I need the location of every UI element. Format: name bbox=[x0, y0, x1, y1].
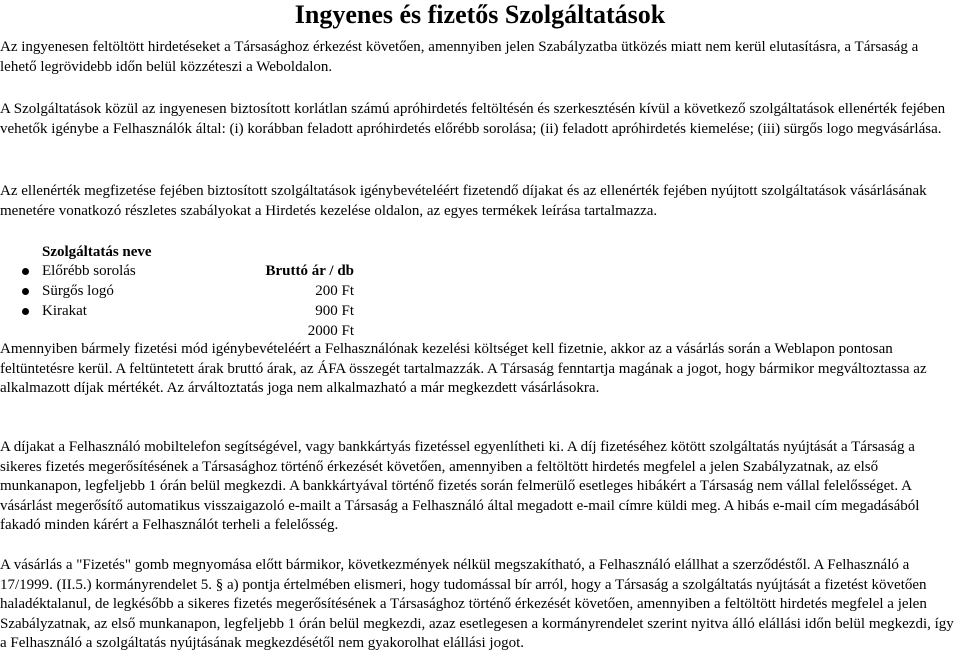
paragraph-payment-methods: A díjakat a Felhasználó mobiltelefon segítségével, vagy bankkártyás fizetéssel egyenlítheti ki. A díj fizetéséhez kötött szolgáltatás nyújtását a Társaság a sikeres fizetés megerősítésének a Társasághoz történő érkezését követően, amennyiben a feltöltött hirdetés megfelel a jelen Szabályzatnak, az első munkanapon, legfeljebb 1 órán belül megkezdi. A bankkártyával történő fizetés során felmerülő esetleges hibákért a Társaság nem vállal felelősséget. A vásárlást megerősítő automatikus visszaigazoló e-mailt a Társaság a Felhasználó által megadott e-mail címre küldi meg. A hibás e-mail cím megadásából fakadó minden kárért a Felhasználót terheli a felelősség. bbox=[0, 439, 920, 533]
paragraph-paid-services: A Szolgáltatások közül az ingyenesen biztosított korlátlan számú apróhirdetés feltöltésén és szerkesztésén kívül a következő szolgáltatások ellenérték fejében vehetők igénybe a Felhasználók által: (i) korábban feladott apróhirdetés előrébb sorolása; (ii) feladott apróhirdetés kiemelése; (iii) sürgős logo megvásárlása. bbox=[0, 101, 946, 137]
list-item bbox=[0, 262, 136, 282]
services-table-header: Szolgáltatás neve bbox=[42, 244, 152, 260]
service-name: Sürgős logó bbox=[42, 283, 114, 299]
paragraph-publication: Az ingyenesen feltöltött hirdetéseket a Társasághoz érkezést követően, amennyiben jelen Szabályzatba ütközés miatt nem kerül elutasításra, a Társaság a lehető legrövidebb időn belül közzéteszi a Weboldalon. bbox=[0, 39, 919, 75]
page-title: Ingyenes és fizetős Szolgáltatások bbox=[294, 0, 666, 29]
list-item bbox=[0, 302, 136, 322]
bullet-icon bbox=[22, 268, 29, 275]
price-value: 200 Ft bbox=[315, 283, 354, 299]
paragraph-withdrawal: A vásárlás a "Fizetés" gomb megnyomása előtt bármikor, következmények nélkül megszakítható, a Felhasználó elállhat a szerződéstől. A Felhasználó a 17/1999. (II.5.) kormányrendelet 5. § a) pontja értelmében elismeri, hogy tudomással bír arról, hogy a Társaság a szolgáltatás nyújtását a fizetést követően haladéktalanul, de legkésőbb a sikeres fizetés megerősítésének a Társasághoz történő érkezését követően, amennyiben a feltöltött hirdetés megfelel a jelen Szabályzatnak, az első munkanapon, legfeljebb 1 órán belül megkezdi, azaz esetlegesen a kormányrendelet szerint nyitva álló elállási időn belül megkezdi, így a Felhasználó a szolgáltatás nyújtásának megkezdésétől nem gyakorolhat elállási jogot. bbox=[0, 557, 954, 651]
bullet-icon bbox=[22, 288, 29, 295]
list-item bbox=[0, 282, 136, 302]
services-list bbox=[0, 262, 136, 322]
price-value: 2000 Ft bbox=[307, 323, 354, 339]
service-name: Előrébb sorolás bbox=[42, 263, 136, 279]
paragraph-fees-rules: Az ellenérték megfizetése fejében biztosított szolgáltatások igénybevételéért fizetendő díjakat és az ellenérték fejében nyújtott szolgáltatások vásárlásának menetére vonatkozó részletes szabályokat a Hirdetés kezelése oldalon, az egyes termékek leírása tartalmazza. bbox=[0, 183, 927, 219]
price-value: 900 Ft bbox=[315, 303, 354, 319]
price-header: Bruttó ár / db bbox=[265, 263, 354, 279]
bullet-icon bbox=[22, 308, 29, 315]
paragraph-handling-fees: Amennyiben bármely fizetési mód igénybevételéért a Felhasználónak kezelési költséget kell fizetnie, akkor az a vásárlás során a Weblapon pontosan feltüntetésre kerül. A feltüntetett árak bruttó árak, az ÁFA összegét tartalmazzák. A Társaság fenntartja magának a jogot, hogy bármikor megváltoztassa az alkalmazott díjak mértékét. Az árváltoztatás joga nem alkalmazható a már megkezdett vásárlásokra. bbox=[0, 341, 927, 396]
service-name: Kirakat bbox=[42, 303, 87, 319]
price-column bbox=[230, 262, 354, 342]
